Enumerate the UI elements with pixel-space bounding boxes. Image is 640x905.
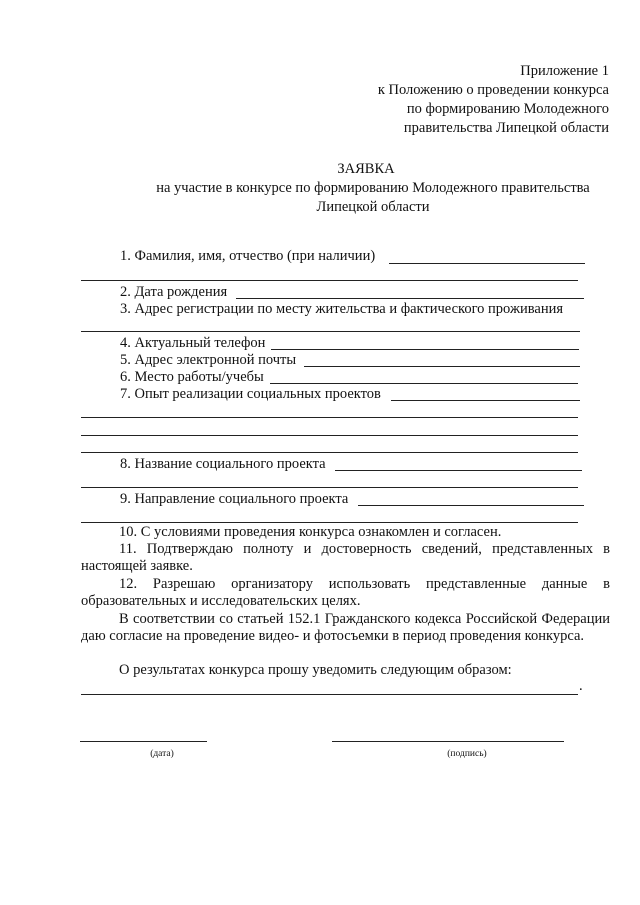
field-experience-input-line-2[interactable] (81, 417, 578, 418)
statement-10 (81, 524, 610, 541)
signature-input[interactable] (332, 741, 564, 742)
statement-11 (81, 541, 610, 575)
field-workplace-input[interactable] (270, 383, 578, 384)
field-phone-label: 4. Актуальный телефон (120, 335, 266, 351)
field-project-direction-input-cont[interactable] (81, 522, 578, 523)
field-full-name-label: 1. Фамилия, имя, отчество (при наличии) (120, 248, 376, 264)
field-address-input[interactable] (81, 331, 580, 332)
field-full-name-input-cont[interactable] (81, 280, 578, 281)
field-workplace-label: 6. Место работы/учебы (120, 369, 264, 385)
date-caption: (дата) (150, 749, 174, 759)
appendix-header (378, 62, 609, 138)
field-project-direction-label: 9. Направление социального проекта (120, 491, 349, 507)
field-experience-label: 7. Опыт реализации социальных проектов (120, 386, 381, 402)
field-project-name-input-cont[interactable] (81, 487, 578, 488)
statement-12 (81, 576, 610, 610)
field-email-label: 5. Адрес электронной почты (120, 352, 297, 368)
statement-notify-text: О результатах конкурса прошу уведомить следующим образом: (119, 662, 512, 678)
field-email-input[interactable] (304, 366, 580, 367)
field-notify-method-input[interactable] (81, 694, 578, 695)
signature-caption: (подпись) (447, 749, 487, 759)
field-experience-input-line-3[interactable] (81, 435, 578, 436)
statement-10-text: 10. С условиями проведения конкурса ознакомлен и согласен. (119, 524, 502, 540)
statement-12-text: 12. Разрешаю организатору использовать представленные данные в образовательных и исследовательских целях. (81, 576, 610, 609)
statement-consent (81, 611, 610, 645)
field-address-label: 3. Адрес регистрации по месту жительства и фактического проживания (120, 301, 564, 317)
date-input[interactable] (80, 741, 207, 742)
field-experience-input[interactable] (391, 400, 580, 401)
field-birth-date-input[interactable] (236, 298, 584, 299)
statement-11-text: 11. Подтверждаю полноту и достоверность сведений, представленных в настоящей заявке. (81, 541, 610, 574)
form-title: ЗАЯВКА (337, 161, 395, 177)
field-full-name-input[interactable] (389, 263, 585, 264)
field-experience-input-line-4[interactable] (81, 452, 578, 453)
form-subtitle: на участие в конкурсе по формированию Молодежного правительства Липецкой области (156, 180, 590, 215)
field-phone-input[interactable] (271, 349, 579, 350)
notify-period: . (579, 678, 583, 694)
field-project-direction-input[interactable] (358, 505, 584, 506)
field-birth-date-label: 2. Дата рождения (120, 284, 228, 300)
appendix-line-2: к Положению о проведении конкурса (377, 82, 609, 98)
appendix-line-3: по формированию Молодежного (406, 101, 609, 117)
appendix-line-4: правительства Липецкой области (403, 120, 609, 136)
field-project-name-input[interactable] (335, 470, 582, 471)
statement-notify (81, 662, 610, 679)
field-project-name-label: 8. Название социального проекта (120, 456, 326, 472)
statement-consent-text: В соответствии со статьей 152.1 Гражданского кодекса Российской Федерации даю согласие на проведение видео- и фотосъемки в период проведения конкурса. (81, 611, 610, 644)
appendix-line-1: Приложение 1 (520, 63, 609, 79)
